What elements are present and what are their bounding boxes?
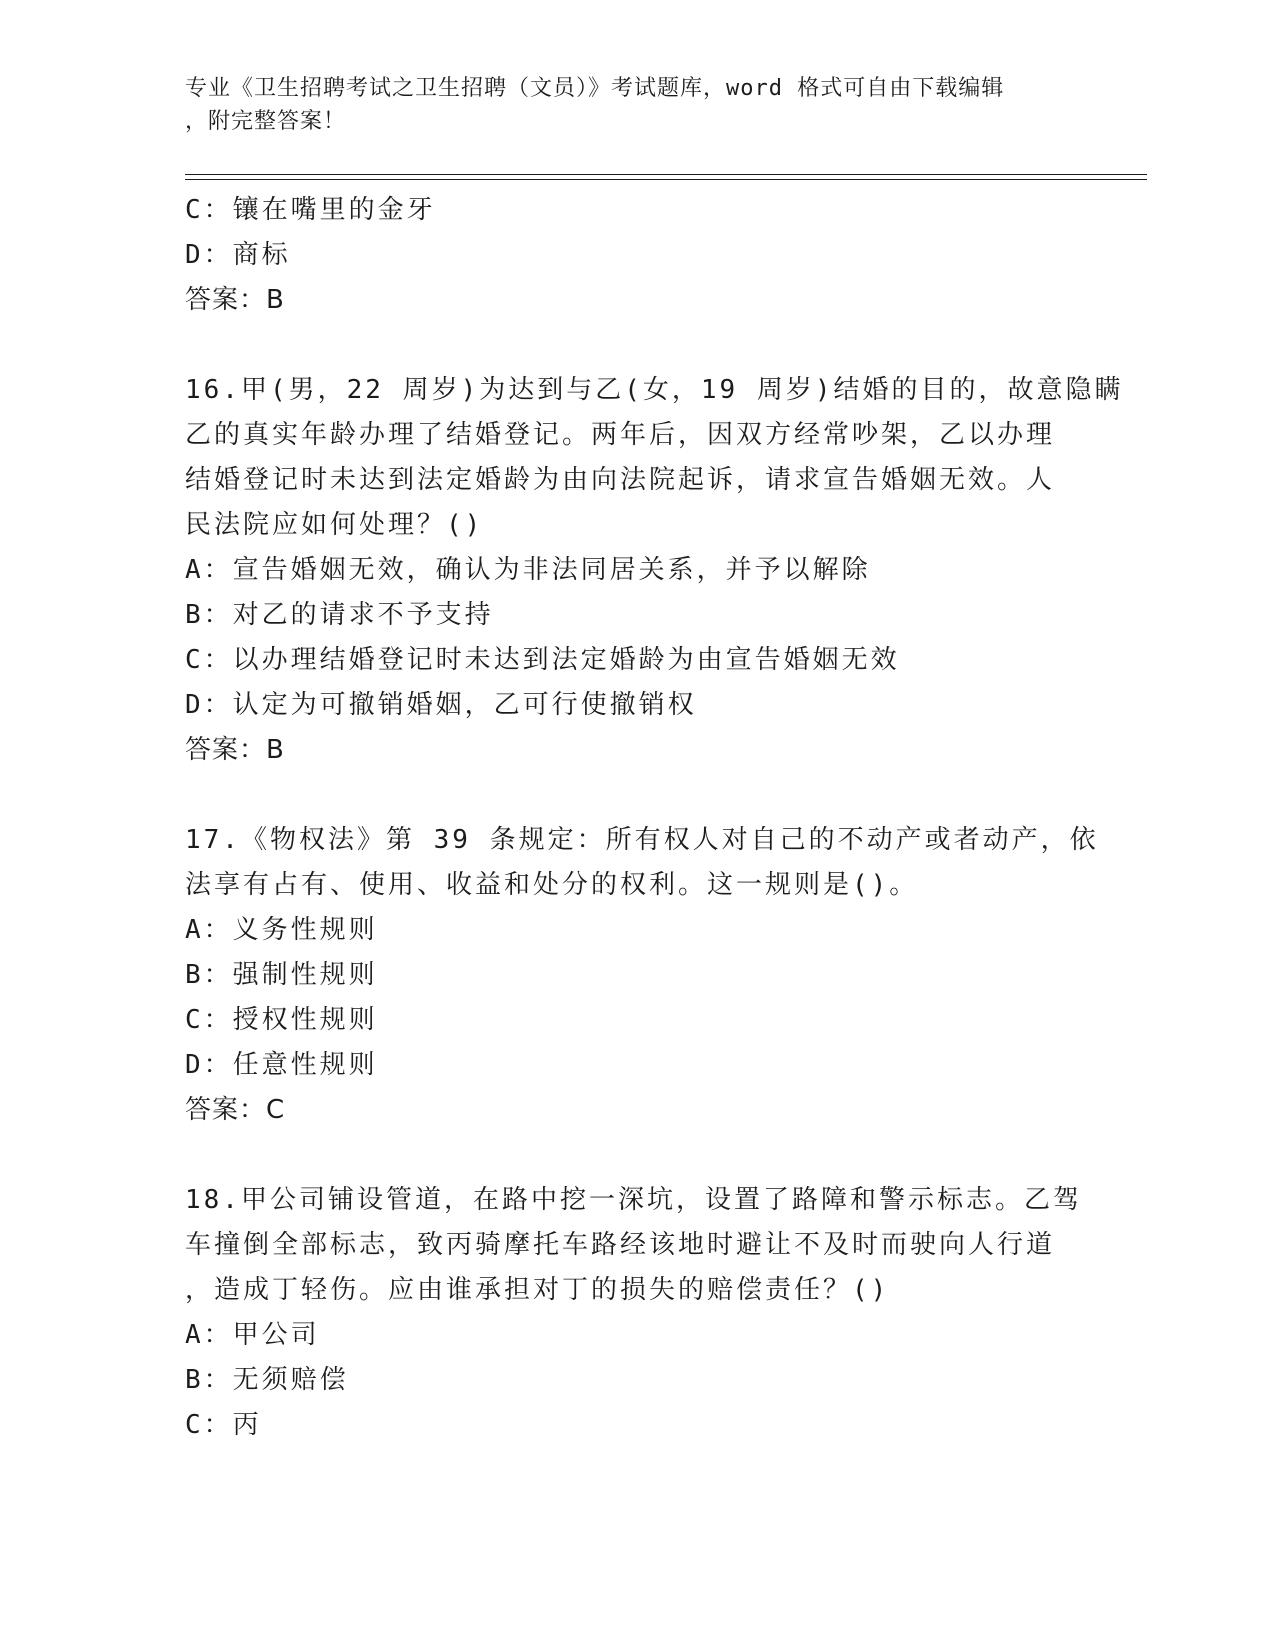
header-divider	[185, 174, 1147, 180]
option-a: A：宣告婚姻无效，确认为非法同居关系，并予以解除	[185, 555, 871, 585]
answer-line: 答案：B	[185, 735, 285, 765]
stem-line: 法享有占有、使用、收益和处分的权利。这一规则是()。	[185, 870, 919, 900]
question-15-tail	[185, 188, 1065, 323]
header-line-2: ，附完整答案！	[185, 109, 347, 134]
option-b: B：无须赔偿	[185, 1365, 349, 1395]
page-header	[185, 72, 1065, 138]
option-c: C：以办理结婚登记时未达到法定婚龄为由宣告婚姻无效	[185, 645, 900, 675]
header-line-1: 专业《卫生招聘考试之卫生招聘（文员）》考试题库，word 格式可自由下载编辑	[185, 76, 1005, 101]
stem-line: 18.甲公司铺设管道，在路中挖一深坑，设置了路障和警示标志。乙驾	[185, 1185, 1082, 1215]
option-c: C：镶在嘴里的金牙	[185, 195, 436, 225]
option-a: A：甲公司	[185, 1320, 320, 1350]
option-c: C：授权性规则	[185, 1005, 378, 1035]
stem-line: 民法院应如何处理？()	[185, 510, 484, 540]
question-18	[185, 1178, 1082, 1448]
question-17	[185, 818, 1099, 1133]
option-c: C：丙	[185, 1410, 262, 1440]
stem-line: 结婚登记时未达到法定婚龄为由向法院起诉，请求宣告婚姻无效。人	[185, 465, 1056, 495]
option-b: B：对乙的请求不予支持	[185, 600, 494, 630]
stem-line: ，造成丁轻伤。应由谁承担对丁的损失的赔偿责任？()	[185, 1275, 890, 1305]
stem-line: 16.甲(男，22 周岁)为达到与乙(女，19 周岁)结婚的目的，故意隐瞒	[185, 375, 1124, 405]
option-d: D：认定为可撤销婚姻，乙可行使撤销权	[185, 690, 697, 720]
option-d: D：任意性规则	[185, 1050, 378, 1080]
question-16	[185, 368, 1124, 773]
answer-line: 答案：B	[185, 285, 285, 315]
option-d: D：商标	[185, 240, 291, 270]
document-body	[185, 188, 1124, 1448]
stem-line: 乙的真实年龄办理了结婚登记。两年后，因双方经常吵架，乙以办理	[185, 420, 1056, 450]
stem-line: 车撞倒全部标志，致丙骑摩托车路经该地时避让不及时而驶向人行道	[185, 1230, 1056, 1260]
question-stem	[185, 1178, 1082, 1313]
answer-line: 答案：C	[185, 1095, 286, 1125]
stem-line: 17.《物权法》第 39 条规定：所有权人对自己的不动产或者动产，依	[185, 825, 1099, 855]
option-a: A：义务性规则	[185, 915, 378, 945]
option-b: B：强制性规则	[185, 960, 378, 990]
question-stem	[185, 368, 1124, 548]
question-stem	[185, 818, 1099, 908]
